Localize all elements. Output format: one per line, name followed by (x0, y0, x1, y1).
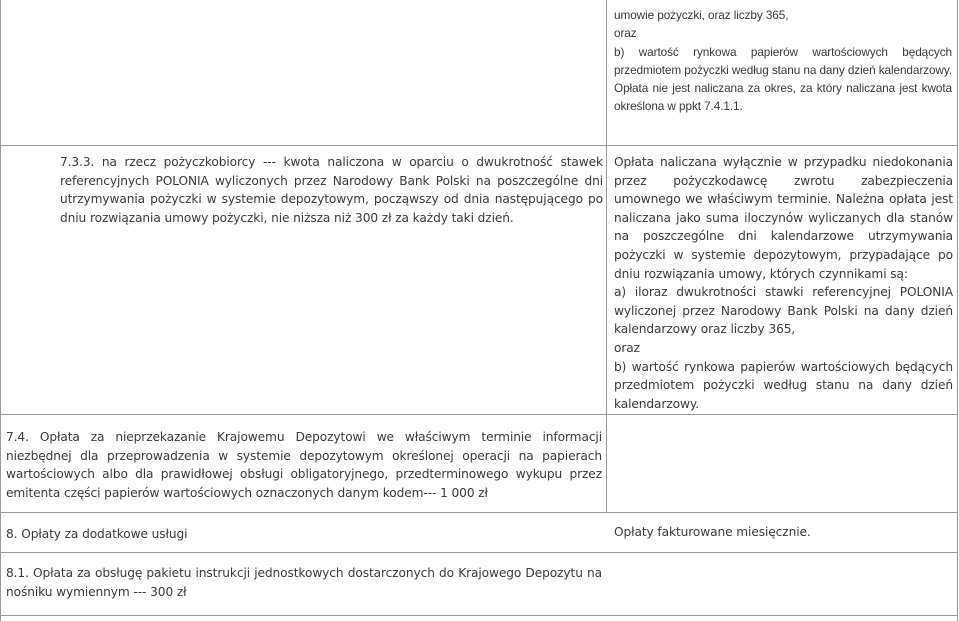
row-divider (0, 615, 958, 616)
row-divider (0, 512, 958, 513)
paragraph: a) iloraz dwukrotności stawki referencyjnej POLONIA wyliczonej przez Narodowy Bank Polski na dany dzień kalendarzowy oraz liczby 365, (614, 285, 953, 337)
column-divider (606, 0, 607, 512)
paragraph: 7.4. Opłata za nieprzekazanie Krajowemu Depozytowi we właściwym terminie informacji niezbędnej dla przeprowadzenia w systemie depozytowym określonej operacji na papierach wartościowych albo dla prawidłowej obsługi obligatoryjnego, przedterminowego wykupu przez emitenta części papierów wartościowych oznaczonych danym kodem--- 1 000 zł (6, 430, 602, 500)
paragraph: 8.1. Opłata za obsługę pakietu instrukcji jednostkowych dostarczonych do Krajowego Depozytu na nośniku wymiennym --- 300 zł (6, 566, 602, 599)
fee-item-7-3-3 (60, 153, 603, 227)
paragraph: b) wartość rynkowa papierów wartościowych będących przedmiotem pożyczki według stanu na dany dzień kalendarzowy. (614, 359, 953, 411)
paragraph: Opłaty fakturowane miesięcznie. (614, 525, 811, 539)
row-divider (0, 552, 958, 553)
fee-item-7-4 (6, 428, 602, 502)
row-divider (0, 414, 958, 415)
paragraph: b) wartość rynkowa papierów wartościowych będących przedmiotem pożyczki według stanu na dany dzień kalendarzowy. (614, 44, 952, 77)
table-border-right (957, 0, 958, 621)
paragraph: 7.3.3. na rzecz pożyczkobiorcy --- kwota naliczona w oparciu o dwukrotność stawek referencyjnych POLONIA wyliczonych przez Narodowy Bank Polski na poszczególne dni utrzymywania pożyczki w systemie depozytowym, począwszy od dnia następującego po dniu rozwiązania umowy pożyczki, nie niższa niż 300 zł za każdy taki dzień. (60, 155, 603, 225)
paragraph: Opłata naliczana wyłącznie w przypadku niedokonania przez pożyczkodawcę zwrotu zabezpieczenia umownego we właściwym terminie. Należna opłata jest naliczana jako suma iloczynów wyliczanych dla stanów na poszczególne dni kalendarzowe utrzymywania pożyczki w systemie depozytowym, przypadające po dniu rozwiązania umowy, których czynnikami są: (614, 155, 953, 281)
paragraph: oraz (614, 340, 640, 355)
paragraph: umowie pożyczki, oraz liczby 365, (614, 8, 789, 22)
table-border-left (0, 0, 1, 621)
section-8-billing-note (614, 523, 811, 542)
section-8-heading (6, 525, 187, 544)
row-divider (0, 145, 958, 146)
fee-item-8-1 (6, 564, 602, 601)
paragraph: Opłata nie jest naliczana za okres, za który naliczana jest kwota określona w ppkt 7.4.1.1. (614, 81, 952, 114)
paragraph: oraz (614, 26, 637, 41)
continuation-description-cell (614, 6, 952, 116)
paragraph: 8. Opłaty za dodatkowe usługi (6, 527, 188, 541)
fee-item-7-3-3-description (614, 153, 953, 413)
